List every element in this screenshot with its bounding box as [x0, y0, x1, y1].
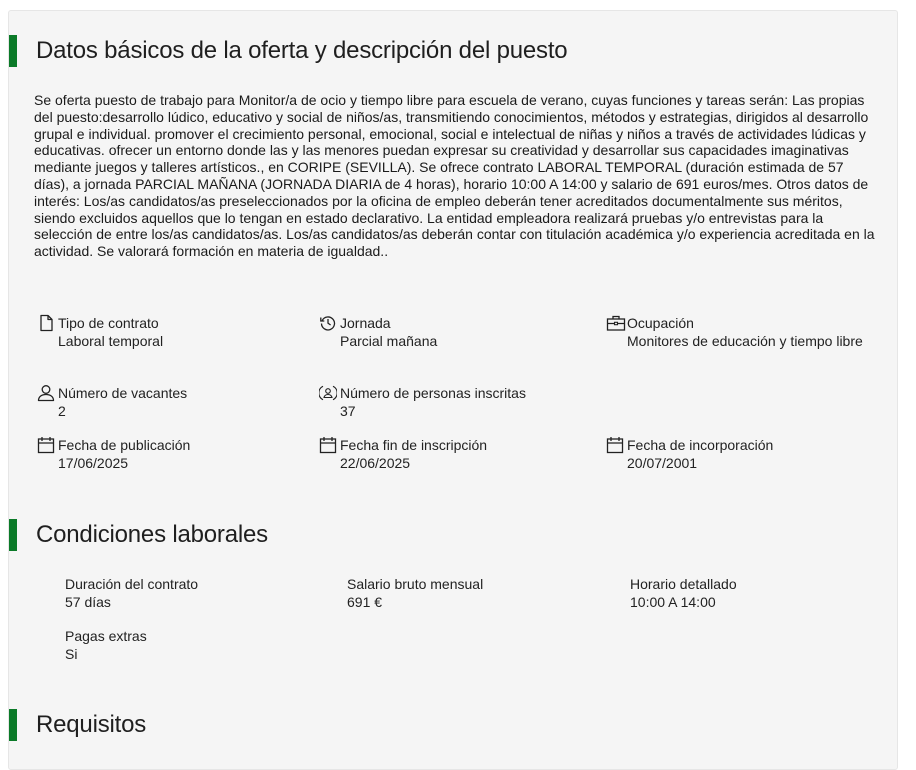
section-accent-bar — [9, 519, 17, 551]
section-title-basics: Datos básicos de la oferta y descripción del puesto — [36, 37, 568, 64]
publication-date-field — [2, 436, 292, 472]
vacancies-value: 2 — [58, 403, 66, 419]
section-header-conditions — [9, 519, 268, 551]
contract-duration-label: Duración del contrato — [65, 576, 199, 592]
registration-end-value: 22/06/2025 — [340, 455, 411, 471]
section-title-requirements: Requisitos — [36, 711, 147, 738]
section-header-basics — [9, 35, 567, 67]
detailed-hours-field — [630, 575, 737, 611]
occupation-label: Ocupación — [627, 315, 694, 331]
start-date-value: 20/07/2001 — [627, 455, 698, 471]
section-header-requirements — [9, 709, 146, 741]
start-date-label: Fecha de incorporación — [627, 437, 774, 453]
registration-end-field — [284, 436, 574, 472]
applicants-field — [284, 384, 584, 420]
section-accent-bar — [9, 709, 17, 741]
schedule-label: Jornada — [340, 315, 391, 331]
briefcase-icon — [606, 314, 626, 332]
occupation-field — [571, 314, 871, 350]
monthly-salary-label: Salario bruto mensual — [347, 576, 484, 592]
contract-duration-value: 57 días — [65, 594, 111, 610]
section-accent-bar — [9, 35, 17, 67]
extra-pay-value: Si — [65, 646, 78, 662]
detailed-hours-value: 10:00 A 14:00 — [630, 594, 716, 610]
start-date-field — [571, 436, 871, 472]
contract-type-label: Tipo de contrato — [58, 315, 159, 331]
calendar-icon — [37, 436, 57, 454]
schedule-value: Parcial mañana — [340, 333, 438, 349]
vacancies-label: Número de vacantes — [58, 385, 188, 401]
occupation-value: Monitores de educación y tiempo libre — [627, 333, 863, 349]
monthly-salary-value: 691 € — [347, 594, 383, 610]
registration-end-label: Fecha fin de inscripción — [340, 437, 488, 453]
job-offer-card — [8, 10, 898, 770]
monthly-salary-field — [347, 575, 483, 611]
clock-history-icon — [319, 314, 339, 332]
extra-pay-label: Pagas extras — [65, 628, 147, 644]
publication-date-value: 17/06/2025 — [58, 455, 129, 471]
detailed-hours-label: Horario detallado — [630, 576, 737, 592]
extra-pay-field — [65, 627, 147, 663]
applicants-value: 37 — [340, 403, 356, 419]
applicants-label: Número de personas inscritas — [340, 385, 526, 401]
publication-date-label: Fecha de publicación — [58, 437, 191, 453]
vacancies-field — [2, 384, 292, 420]
section-title-conditions: Condiciones laborales — [36, 521, 268, 548]
user-icon — [37, 384, 57, 402]
document-icon — [37, 314, 57, 332]
contract-type-value: Laboral temporal — [58, 333, 164, 349]
job-description: Se oferta puesto de trabajo para Monitor/a de ocio y tiempo libre para escuela de verano, cuyas funciones y tareas serán: Las propias del puesto:desarrollo lúdico, educativo y social de niños/as, transmitiendo conocimientos, métodos y estrategias, dirigidos al desarrollo grupal e individual. promover el crecimiento personal, emocional, social e intelectual de niñas y niños a través de actividades lúdicas y educativas. ofrecer un entorno donde las y las menores puedan expresar su creatividad y desarrollar sus capacidades imaginativas mediante juegos y talleres artísticos., en CORIPE (SEVILLA). Se ofrece contrato LABORAL TEMPORAL (duración estimada de 57 días), a jornada PARCIAL MAÑANA (JORNADA DIARIA de 4 horas), horario 10:00 A 14:00 y salario de 691 euros/mes. Otros datos de interés: Los/as candidatos/as preseleccionados por la oficina de empleo deberán tener acreditados documentalmente sus méritos, siendo excluidos aquellos que lo tengan en estado declarativo. La entidad empleadora realizará pruebas y/o entrevistas para la selección de entre los/as candidatos/as. Los/as candidatos/as deberán contar con titulación académica y/o experiencia acreditada en la actividad. Se valorará formación en materia de igualdad.. — [34, 92, 875, 260]
calendar-icon — [319, 436, 339, 454]
contract-duration-field — [65, 575, 198, 611]
user-circle-icon — [319, 384, 339, 402]
contract-type-field — [2, 314, 292, 350]
schedule-field — [284, 314, 574, 350]
calendar-icon — [606, 436, 626, 454]
